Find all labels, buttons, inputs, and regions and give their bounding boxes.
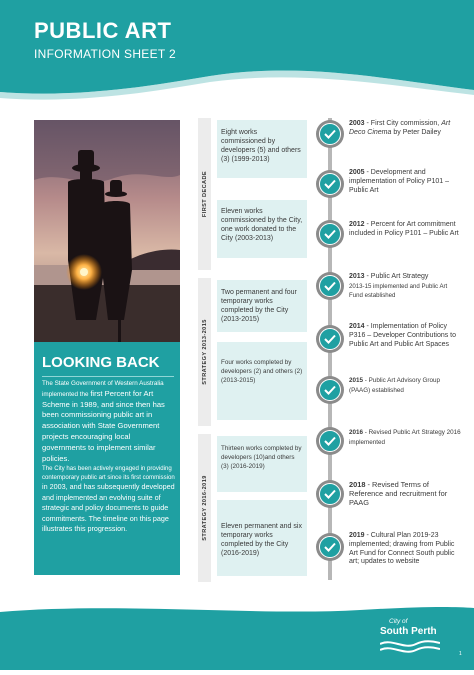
lb-p2-small: The City has been actively engaged in providing contemporary public art since its first commission xyxy=(42,465,175,481)
check-icon xyxy=(324,436,336,446)
event-year: 2013 xyxy=(349,273,365,280)
looking-back-panel xyxy=(34,342,180,575)
period-band-strategy-2013 xyxy=(198,278,211,426)
event-year: 2016 xyxy=(349,429,364,436)
event-text: - First City commission, xyxy=(364,120,442,127)
timeline-node xyxy=(316,427,344,455)
timeline-node xyxy=(316,170,344,198)
wave-logo-icon xyxy=(380,638,440,656)
event-text: - Revised Public Art Strategy 2016 implemented xyxy=(349,429,461,446)
period-label: FIRST DECADE xyxy=(201,170,208,218)
page-title: PUBLIC ART xyxy=(34,18,172,43)
summary-box xyxy=(217,200,307,258)
timeline-event-2016 xyxy=(349,428,461,448)
event-year: 2005 xyxy=(349,169,365,176)
timeline-event-2003 xyxy=(349,120,461,138)
timeline-node xyxy=(316,533,344,561)
page-number: 1 xyxy=(459,651,462,657)
summary-text: Eleven permanent and six temporary works completed by the City (2016-2019) xyxy=(221,523,302,557)
timeline-event-2018 xyxy=(349,480,461,508)
check-icon xyxy=(324,542,336,552)
header-banner xyxy=(0,0,474,110)
check-icon xyxy=(324,385,336,395)
timeline-node xyxy=(316,120,344,148)
event-text: - Revised Terms of Reference and recruitment for PAAG xyxy=(349,480,448,508)
period-band-strategy-2016 xyxy=(198,434,211,582)
summary-text: Two permanent and four temporary works completed by the City (2013-2015) xyxy=(221,289,297,323)
event-text: - Public Art Strategy xyxy=(364,273,429,280)
event-text: 2013-15 implemented and Public Art Fund established xyxy=(349,282,448,300)
event-year: 2014 xyxy=(349,323,365,330)
logo-name-text: South Perth xyxy=(380,626,437,637)
lb-p1-large: first Percent for Art Scheme in 1989, and since then has been commissioning public art in association with State Government projects encouraging local governments to implement similar policies. xyxy=(42,388,165,463)
period-label: STRATEGY 2013-2015 xyxy=(201,319,208,385)
check-icon xyxy=(324,334,336,344)
event-year: 2012 xyxy=(349,221,365,228)
period-label: STRATEGY 2016-2019 xyxy=(201,475,208,541)
timeline-event-2014 xyxy=(349,323,461,349)
event-artwork-title: Art Deco Cinema xyxy=(349,120,451,136)
check-icon xyxy=(324,129,336,139)
logo-city-text: City of xyxy=(389,618,408,625)
lb-p1-small: The State Government of Western Australia implemented the xyxy=(42,380,164,398)
sculpture-photo xyxy=(34,120,180,342)
check-icon xyxy=(324,229,336,239)
event-text: by Peter Dailey xyxy=(391,128,441,136)
looking-back-paragraph-2 xyxy=(42,465,176,535)
looking-back-heading: LOOKING BACK xyxy=(42,354,160,371)
timeline-node xyxy=(316,480,344,508)
timeline-node xyxy=(316,220,344,248)
timeline-node xyxy=(316,325,344,353)
summary-text: Eleven works commissioned by the City, one work donated to the City (2003-2013) xyxy=(221,208,303,242)
looking-back-divider xyxy=(42,376,174,377)
timeline-event-2013 xyxy=(349,272,461,301)
summary-text: Thirteen works completed by developers (10)and others (3) (2016-2019) xyxy=(221,445,302,470)
check-icon xyxy=(324,281,336,291)
event-year: 2018 xyxy=(349,480,366,489)
timeline-event-2015 xyxy=(349,376,461,396)
event-year: 2015 xyxy=(349,377,364,384)
event-text: - Development and implementation of Policy P101 – Public Art xyxy=(349,169,449,194)
event-text: - Public Art Advisory Group (PAAG) established xyxy=(349,377,441,394)
period-band-first-decade xyxy=(198,118,211,270)
timeline-node xyxy=(316,272,344,300)
summary-box xyxy=(217,120,307,178)
timeline-event-2012 xyxy=(349,221,461,239)
summary-box xyxy=(217,436,307,492)
event-year: 2019 xyxy=(349,532,365,539)
page-subtitle: INFORMATION SHEET 2 xyxy=(34,47,176,61)
event-text: - Cultural Plan 2019-23 implemented; drawing from Public Art Fund for Connect South public art; updates to website xyxy=(349,532,455,566)
summary-box xyxy=(217,280,307,332)
timeline-event-2005 xyxy=(349,169,461,195)
timeline-node xyxy=(316,376,344,404)
summary-text: Four works completed by developers (2) and others (2) (2013-2015) xyxy=(221,359,303,384)
looking-back-paragraph-1 xyxy=(42,380,174,464)
check-icon xyxy=(324,179,336,189)
city-logo xyxy=(380,618,440,656)
lb-p2-large: in 2003, and has subsequently developed and implemented an evolving suite of strategic and policy documents to guide commitments. The timeline on this page illustrates this progression. xyxy=(42,482,175,533)
event-text: - Implementation of Policy P316 – Developer Contributions to Public Art and Public Art Spaces xyxy=(349,323,457,348)
summary-box xyxy=(217,342,307,420)
check-icon xyxy=(324,489,336,499)
event-year: 2003 xyxy=(349,120,365,127)
summary-box xyxy=(217,500,307,576)
timeline-event-2019 xyxy=(349,532,461,567)
summary-text: Eight works commissioned by developers (5) and others (3) (1999-2013) xyxy=(221,129,301,163)
event-text: - Percent for Art commitment included in Policy P101 – Public Art xyxy=(349,221,459,237)
